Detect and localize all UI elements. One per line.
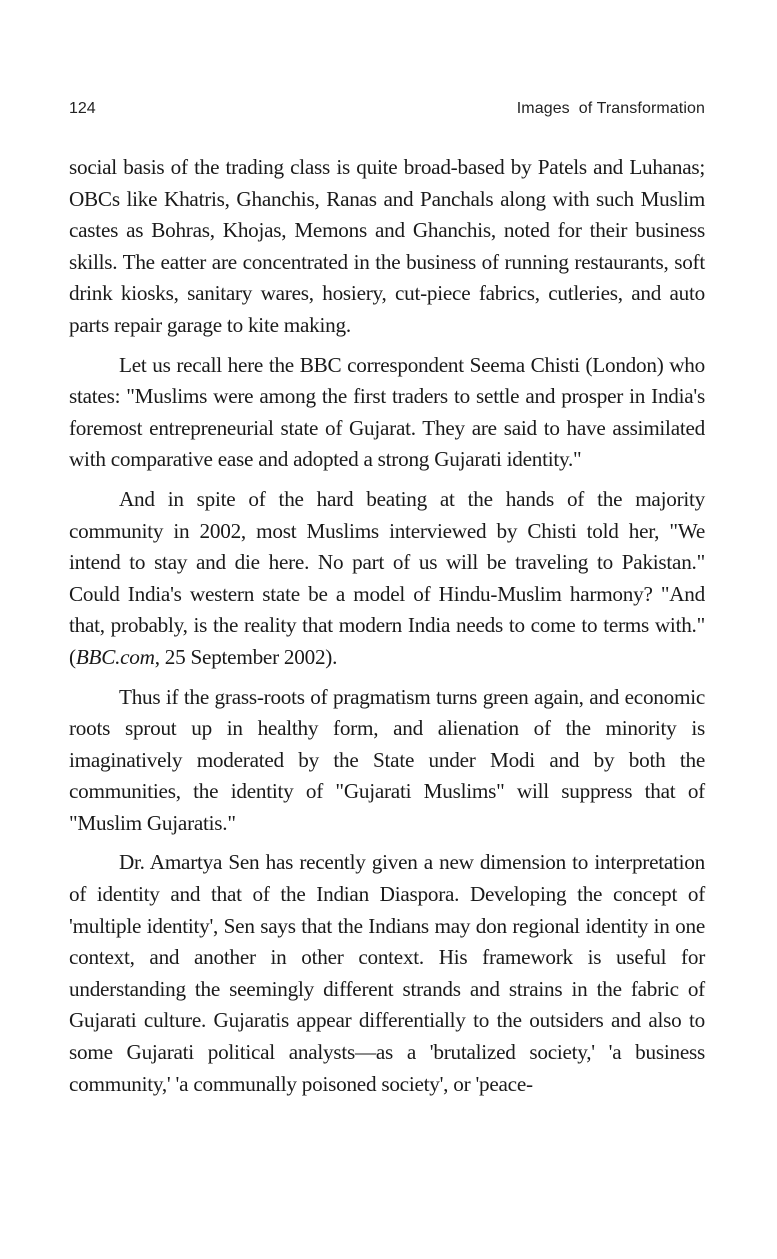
running-title-word: Images — [516, 100, 570, 117]
paragraph-text: And in spite of the hard beating at the hands of the majority community in 2002, most Muslims interviewed by Chisti told her, "We intend to stay and die here. No part of us will be traveling to Pakistan." Could India's western state be a model of Hindu-Muslim harmony? "And that, probably, is the reality that modern India needs to come to terms with."( — [69, 486, 705, 669]
book-page — [69, 100, 705, 1108]
paragraph-amartya-sen: Dr. Amartya Sen has recently given a new dimension to interpretation of identity and that of the Indian Diaspora. Developing the concept of 'multiple identity', Sen says that the Indians may don regional identity in one context, and another in other context. His framework is useful for understanding the seemingly different strands and strains in the fabric of Gujarati culture. Gujaratis appear differentially to the outsiders and also to some Gujarati political analysts—as a 'brutalized society,' 'a business community,' 'a communally poisoned society', or 'peace- — [69, 850, 705, 1096]
paragraph-pragmatism: Thus if the grass-roots of pragmatism turns green again, and economic roots sprout up in healthy form, and alienation of the minority is imaginatively moderated by the State under Modi and by both the communities, the identity of "Gujarati Muslims" will suppress that of "Muslim Gujaratis." — [69, 684, 705, 835]
citation-source: BBC.com — [75, 644, 155, 669]
paragraph-bbc-quote: Let us recall here the BBC correspondent Seema Chisti (London) who states: "Muslims were among the first traders to settle and prosper in India's foremost entrepreneurial state of Gujarat. They are said to have assimilated with comparative ease and adopted a strong Gujarati identity." — [69, 352, 705, 472]
page-number: 124 — [69, 100, 96, 117]
paragraph-continuation: social basis of the trading class is quite broad-based by Patels and Luhanas; OBCs like Khatris, Ghanchis, Ranas and Panchals along with such Muslim castes as Bohras, Khojas, Memons and Ghanchis, noted for their business skills. The eatter are concentrated in the business of running restaurants, soft drink kiosks, sanitary wares, hosiery, cut-piece fabrics, cutleries, and auto parts repair garage to kite making. — [69, 155, 705, 337]
running-head — [69, 100, 705, 124]
body-text — [69, 152, 705, 1100]
running-title-rest: of Transformation — [578, 100, 705, 117]
citation-date: , 25 September 2002). — [154, 644, 338, 669]
paragraph-chisti-interview — [69, 484, 705, 674]
running-title — [517, 100, 705, 118]
